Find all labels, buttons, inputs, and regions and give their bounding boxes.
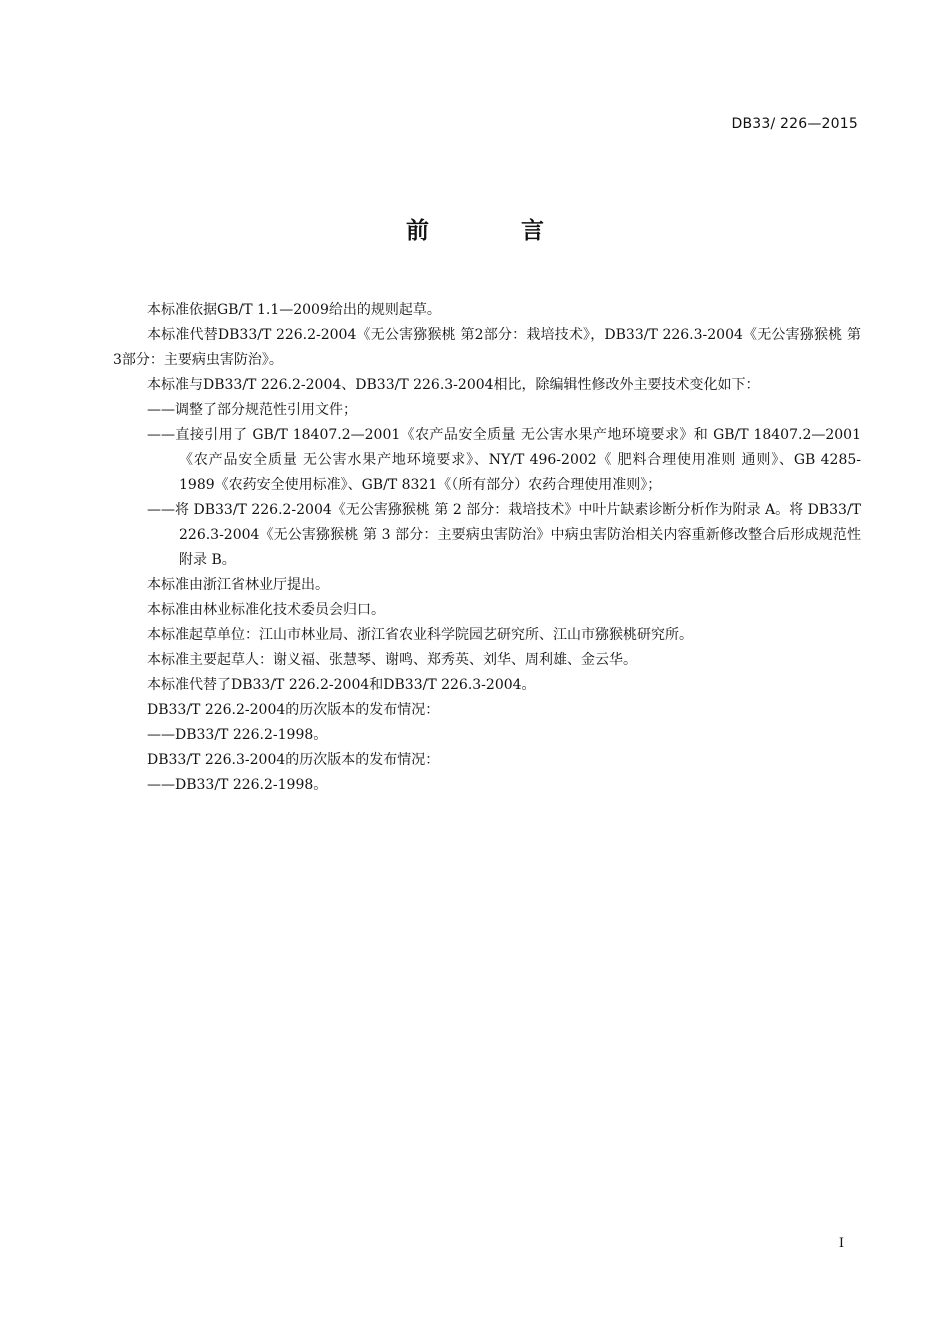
paragraph-proposed-by: 本标准由浙江省林业厅提出。 <box>147 577 329 593</box>
document-body <box>113 298 861 798</box>
change-item: ——将 DB33/T 226.2-2004《无公害猕猴桃 第 2 部分：栽培技术》中叶片缺素诊断分析作为附录 A。将 DB33/T 226.3-2004《无公害猕猴桃 第 3 部分：主要病虫害防治》中病虫害防治相关内容重新修改整合后形成规范性附录 B。 <box>147 502 861 568</box>
paragraph-replaced-standards: 本标准代替了DB33/T 226.2-2004和DB33/T 226.3-2004。 <box>147 677 536 693</box>
paragraph-centralized-by: 本标准由林业标准化技术委员会归口。 <box>147 602 385 618</box>
paragraph-drafters: 本标准主要起草人：谢义福、张慧琴、谢鸣、郑秀英、刘华、周利雄、金云华。 <box>147 652 637 668</box>
document-code: DB33/ 226—2015 <box>731 116 858 132</box>
paragraph-drafting-units: 本标准起草单位：江山市林业局、浙江省农业科学院园艺研究所、江山市猕猴桃研究所。 <box>147 627 693 643</box>
paragraph-drafting-rules: 本标准依据GB/T 1.1—2009给出的规则起草。 <box>147 302 441 318</box>
paragraph-changes-intro: 本标准与DB33/T 226.2-2004、DB33/T 226.3-2004相比，除编辑性修改外主要技术变化如下： <box>147 377 760 393</box>
paragraph-history-intro: DB33/T 226.3-2004的历次版本的发布情况： <box>147 752 440 768</box>
paragraph-replaces: 本标准代替DB33/T 226.2-2004《无公害猕猴桃 第2部分：栽培技术》，DB33/T 226.3-2004《无公害猕猴桃 第3部分：主要病虫害防治》。 <box>113 327 861 368</box>
page-title: 前 言 <box>405 218 586 244</box>
history-item: ——DB33/T 226.2-1998。 <box>147 727 328 743</box>
page-number: I <box>838 1236 844 1251</box>
history-item: ——DB33/T 226.2-1998。 <box>147 777 328 793</box>
change-item: ——直接引用了 GB/T 18407.2—2001《农产品安全质量 无公害水果产地环境要求》和 GB/T 18407.2—2001《农产品安全质量 无公害水果产地环境要求》、NY/T 496-2002《 肥料合理使用准则 通则》、GB 4285-1989《农药安全使用标准》、GB/T 8321《（所有部分）农药合理使用准则》； <box>147 427 861 493</box>
paragraph-history-intro: DB33/T 226.2-2004的历次版本的发布情况： <box>147 702 440 718</box>
change-item: ——调整了部分规范性引用文件； <box>147 402 357 418</box>
